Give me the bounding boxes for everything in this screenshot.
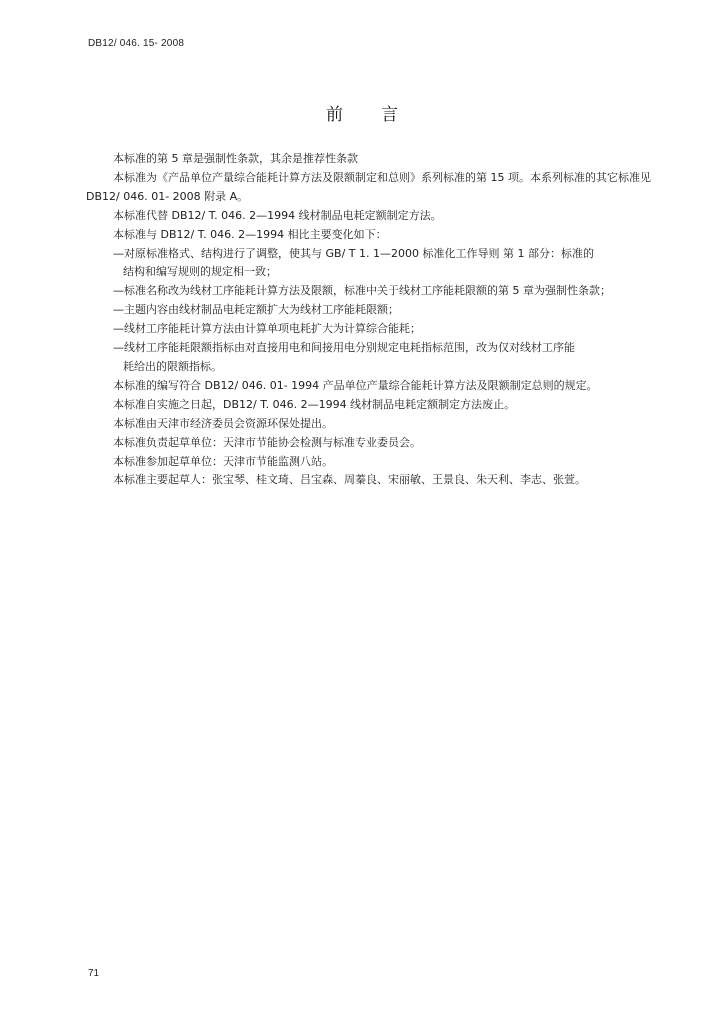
change-item-3: —主题内容由线材制品电耗定额扩大为线材工序能耗限额；: [113, 303, 399, 317]
page-title: [0, 100, 724, 125]
foreword-body: [86, 150, 654, 490]
title-char-2: 言: [381, 105, 398, 125]
change-item-1: —对原标准格式、结构进行了调整，使其与 GB/ T 1. 1—2000 标准化工作导则 第 1 部分：标准的: [113, 246, 594, 260]
change-item-5-cont: 耗给出的限额指标。: [123, 359, 222, 373]
paragraph-abolish: 本标准自实施之日起，DB12/ T. 046. 2—1994 线材制品电耗定额制定方法废止。: [113, 397, 516, 411]
change-item-5: —线材工序能耗限额指标由对直接用电和间接用电分别规定电耗指标范围，改为仅对线材工序能: [113, 341, 575, 355]
page-number: 71: [88, 968, 100, 979]
paragraph-drafting-unit: 本标准负责起草单位：天津市节能协会检测与标准专业委员会。: [113, 435, 421, 449]
paragraph-participating-unit: 本标准参加起草单位：天津市节能监测八站。: [113, 454, 333, 468]
title-char-1: 前: [326, 105, 343, 125]
paragraph-drafters: 本标准主要起草人：张宝琴、桂文琦、吕宝森、周蓁良、宋丽敏、王景良、朱天利、李志、张萱。: [113, 473, 586, 487]
paragraph-changes-intro: 本标准与 DB12/ T. 046. 2—1994 相比主要变化如下：: [113, 227, 387, 241]
paragraph-replaces: 本标准代替 DB12/ T. 046. 2—1994 线材制品电耗定额制定方法。: [113, 208, 442, 222]
paragraph-series-info: 本标准为《产品单位产量综合能耗计算方法及限额制定和总则》系列标准的第 15 项。本系列标准的其它标准见 DB12/ 046. 01- 2008 附录 A。: [86, 170, 651, 203]
paragraph-compliance: 本标准的编写符合 DB12/ 046. 01- 1994 产品单位产量综合能耗计算方法及限额制定总则的规定。: [113, 378, 598, 392]
paragraph-mandatory-clause: 本标准的第 5 章是强制性条款，其余是推荐性条款: [113, 152, 358, 165]
change-item-4: —线材工序能耗计算方法由计算单项电耗扩大为计算综合能耗；: [113, 322, 421, 336]
document-code: DB12/ 046. 15- 2008: [88, 38, 185, 49]
change-item-2: —标准名称改为线材工序能耗计算方法及限额，标准中关于线材工序能耗限额的第 5 章为强制性条款；: [113, 284, 611, 298]
change-item-1-cont: 结构和编写规则的规定相一致；: [123, 265, 277, 279]
paragraph-proposer: 本标准由天津市经济委员会资源环保处提出。: [113, 416, 333, 430]
